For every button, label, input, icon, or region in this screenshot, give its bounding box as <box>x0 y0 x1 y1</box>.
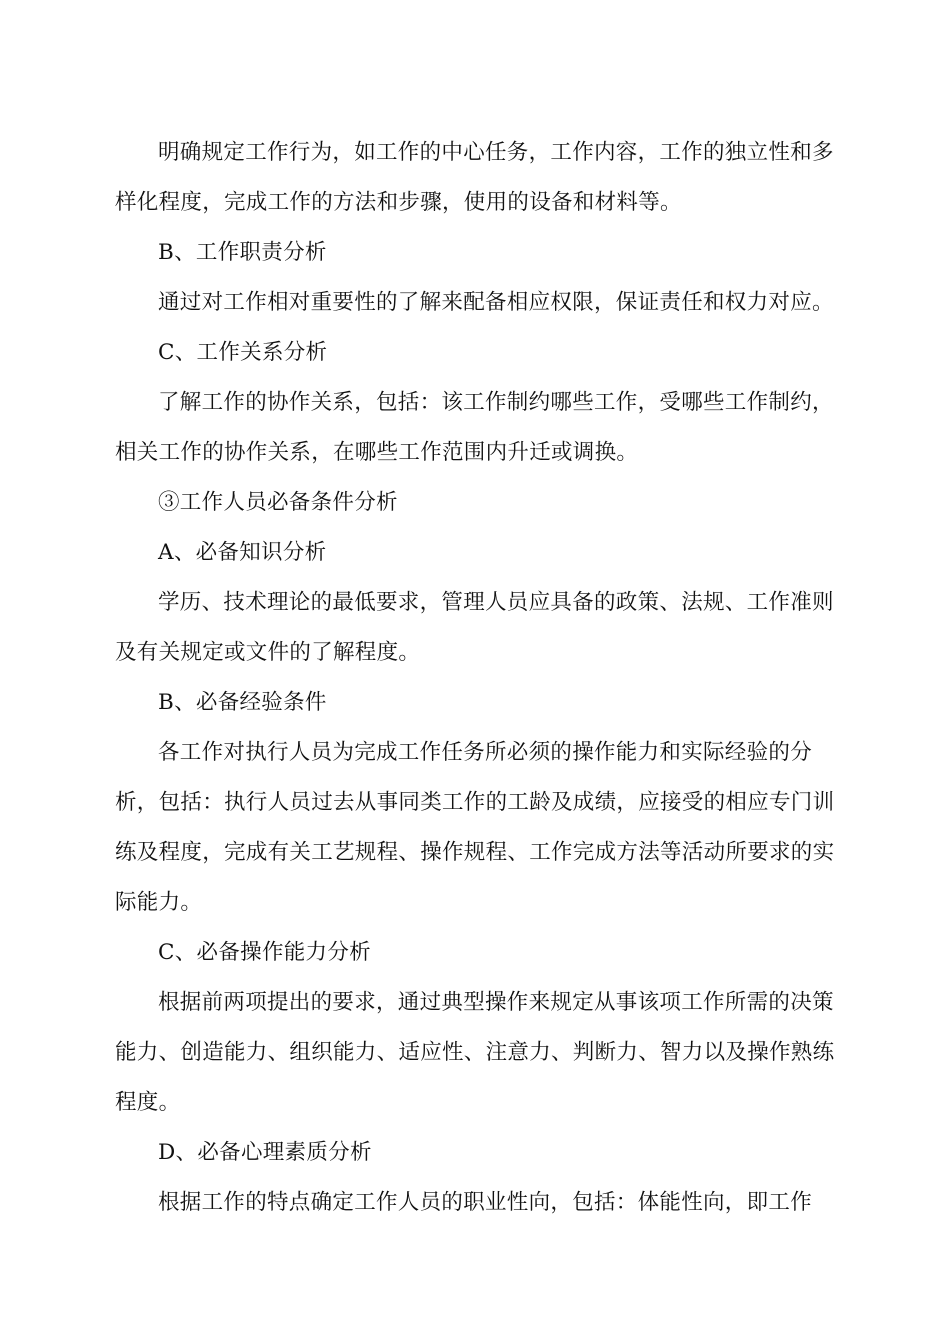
paragraph-work-behavior: 明确规定工作行为，如工作的中心任务，工作内容，工作的独立性和多样化程度，完成工作的方法和步骤，使用的设备和材料等。 <box>115 140 834 215</box>
paragraph-knowledge: 学历、技术理论的最低要求，管理人员应具备的政策、法规、工作准则及有关规定或文件的了解程度。 <box>115 590 834 665</box>
paragraph-job-duty: 通过对工作相对重要性的了解来配备相应权限，保证责任和权力对应。 <box>158 290 834 315</box>
heading-operation-ability-analysis: C、必备操作能力分析 <box>158 940 371 965</box>
heading-experience-conditions: B、必备经验条件 <box>158 690 327 715</box>
heading-job-duty-analysis: B、工作职责分析 <box>158 240 327 265</box>
paragraph-psychology: 根据工作的特点确定工作人员的职业性向，包括：体能性向，即工作 <box>158 1190 813 1215</box>
heading-staff-requirements: ③工作人员必备条件分析 <box>158 490 398 515</box>
paragraph-operation-ability: 根据前两项提出的要求，通过典型操作来规定从事该项工作所需的决策能力、创造能力、组织能力、适应性、注意力、判断力、智力以及操作熟练程度。 <box>115 990 835 1115</box>
document-body <box>115 128 841 1228</box>
heading-knowledge-analysis: A、必备知识分析 <box>158 540 327 565</box>
paragraph-experience: 各工作对执行人员为完成工作任务所必须的操作能力和实际经验的分析，包括：执行人员过去从事同类工作的工龄及成绩，应接受的相应专门训练及程度，完成有关工艺规程、操作规程、工作完成方法等活动所要求的实际能力。 <box>115 740 835 915</box>
heading-work-relation-analysis: C、工作关系分析 <box>158 340 328 365</box>
heading-psychology-analysis: D、必备心理素质分析 <box>158 1140 372 1165</box>
paragraph-work-relation: 了解工作的协作关系，包括：该工作制约哪些工作，受哪些工作制约，相关工作的协作关系，在哪些工作范围内升迁或调换。 <box>115 390 834 465</box>
